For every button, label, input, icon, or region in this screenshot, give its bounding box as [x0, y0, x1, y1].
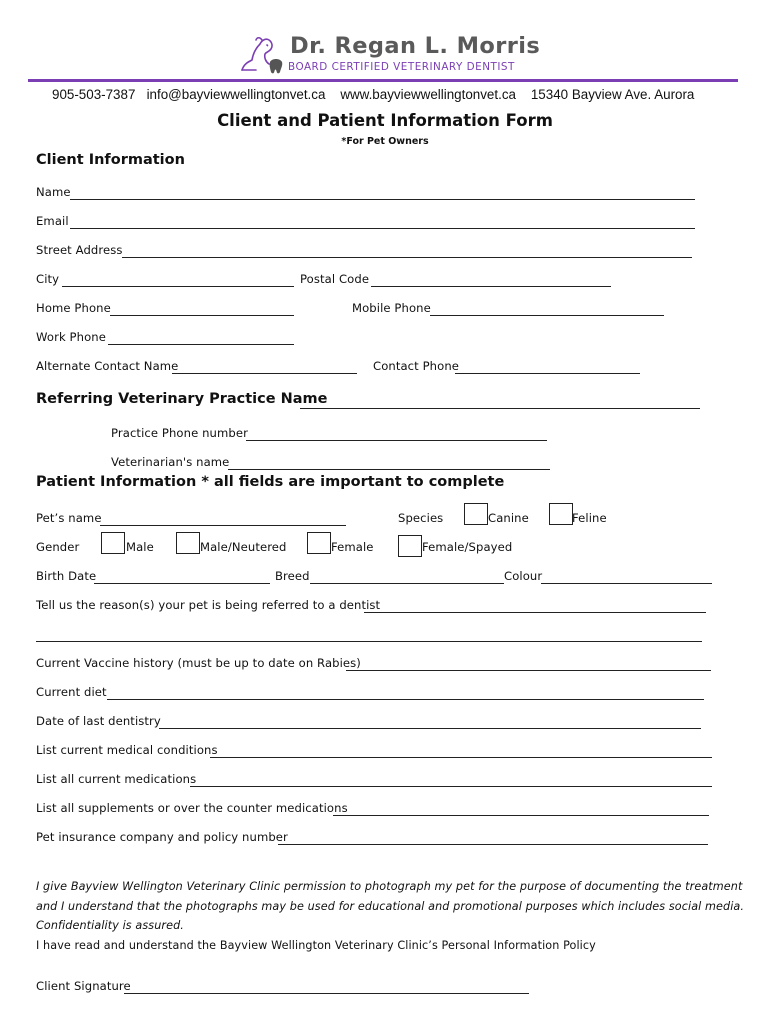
- insurance-label: Pet insurance company and policy number: [36, 830, 288, 844]
- signature-label: Client Signature: [36, 979, 131, 993]
- logo-name: Dr. Regan L. Morris: [290, 33, 541, 59]
- street-field[interactable]: [122, 257, 692, 258]
- medications-field[interactable]: [190, 786, 712, 787]
- last-dentistry-field[interactable]: [159, 728, 701, 729]
- female-spayed-label: Female/Spayed: [422, 540, 513, 554]
- street-label: Street Address: [36, 243, 123, 257]
- logo: [236, 32, 541, 80]
- dog-tooth-logo-icon: [236, 34, 286, 76]
- signature-field[interactable]: [124, 993, 529, 994]
- diet-label: Current diet: [36, 685, 107, 699]
- gender-label: Gender: [36, 540, 80, 554]
- city-field[interactable]: [62, 286, 294, 287]
- alt-contact-field[interactable]: [172, 373, 357, 374]
- contact-phone-label: Contact Phone: [373, 359, 460, 373]
- last-dentistry-label: Date of last dentistry: [36, 714, 161, 728]
- name-field[interactable]: [70, 199, 695, 200]
- conditions-field[interactable]: [210, 757, 712, 758]
- male-neutered-checkbox[interactable]: [176, 532, 200, 554]
- name-label: Name: [36, 185, 71, 199]
- header-divider: [28, 79, 738, 82]
- patient-heading: Patient Information * all fields are important to complete: [36, 474, 505, 490]
- clinic-address: 15340 Bayview Ave. Aurora: [530, 87, 695, 102]
- colour-field[interactable]: [541, 583, 712, 584]
- birth-date-label: Birth Date: [36, 569, 97, 583]
- home-phone-label: Home Phone: [36, 301, 111, 315]
- referring-heading: Referring Veterinary Practice Name: [36, 391, 328, 407]
- conditions-label: List current medical conditions: [36, 743, 218, 757]
- consent-line-2: and I understand that the photographs may be used for educational and promotional purposes which includes social media.: [36, 900, 745, 913]
- form-subtitle: *For Pet Owners: [341, 136, 429, 147]
- consent-line-1: I give Bayview Wellington Veterinary Clinic permission to photograph my pet for the purpose of documenting the treatment: [36, 880, 743, 893]
- vaccine-label: Current Vaccine history (must be up to date on Rabies): [36, 656, 361, 670]
- contact-phone-field[interactable]: [455, 373, 640, 374]
- contact-bar: [52, 87, 694, 102]
- canine-label: Canine: [488, 511, 529, 525]
- female-spayed-checkbox[interactable]: [398, 535, 422, 557]
- birth-date-field[interactable]: [94, 583, 270, 584]
- feline-checkbox[interactable]: [549, 503, 573, 525]
- vet-name-field[interactable]: [228, 469, 550, 470]
- mobile-phone-field[interactable]: [430, 315, 664, 316]
- vaccine-field[interactable]: [346, 670, 711, 671]
- reason-field[interactable]: [364, 612, 706, 613]
- email-label: Email: [36, 214, 69, 228]
- postal-label: Postal Code: [300, 272, 370, 286]
- clinic-website[interactable]: www.bayviewwellingtonvet.ca: [340, 87, 516, 102]
- client-heading: Client Information: [36, 152, 185, 168]
- reason-label: Tell us the reason(s) your pet is being referred to a dentist: [36, 598, 381, 612]
- practice-phone-field[interactable]: [246, 440, 547, 441]
- supplements-label: List all supplements or over the counter medications: [36, 801, 348, 815]
- canine-checkbox[interactable]: [464, 503, 488, 525]
- clinic-phone: 905-503-7387: [52, 87, 136, 102]
- pet-name-field[interactable]: [100, 525, 346, 526]
- pet-name-label: Pet’s name: [36, 511, 102, 525]
- breed-label: Breed: [275, 569, 310, 583]
- supplements-field[interactable]: [333, 815, 709, 816]
- form-title: Client and Patient Information Form: [217, 111, 553, 130]
- female-checkbox[interactable]: [307, 532, 331, 554]
- species-label: Species: [398, 511, 444, 525]
- referring-practice-field[interactable]: [300, 408, 700, 409]
- postal-field[interactable]: [371, 286, 611, 287]
- work-phone-field[interactable]: [108, 344, 294, 345]
- medications-label: List all current medications: [36, 772, 197, 786]
- diet-field[interactable]: [107, 699, 704, 700]
- breed-field[interactable]: [310, 583, 504, 584]
- policy-statement: I have read and understand the Bayview Wellington Veterinary Clinic’s Personal Information Policy: [36, 939, 596, 952]
- clinic-email[interactable]: info@bayviewwellingtonvet.ca: [146, 87, 326, 102]
- male-neutered-label: Male/Neutered: [200, 540, 287, 554]
- city-label: City: [36, 272, 60, 286]
- email-field[interactable]: [70, 228, 695, 229]
- vet-name-label: Veterinarian's name: [111, 455, 230, 469]
- consent-line-3: Confidentiality is assured.: [36, 919, 184, 932]
- feline-label: Feline: [572, 511, 607, 525]
- colour-label: Colour: [504, 569, 543, 583]
- male-label: Male: [126, 540, 154, 554]
- mobile-phone-label: Mobile Phone: [352, 301, 431, 315]
- home-phone-field[interactable]: [110, 315, 294, 316]
- reason-field-line2[interactable]: [36, 641, 702, 642]
- work-phone-label: Work Phone: [36, 330, 106, 344]
- alt-contact-label: Alternate Contact Name: [36, 359, 179, 373]
- female-label: Female: [331, 540, 374, 554]
- practice-phone-label: Practice Phone number: [111, 426, 248, 440]
- insurance-field[interactable]: [278, 844, 708, 845]
- male-checkbox[interactable]: [101, 532, 125, 554]
- logo-subtitle: BOARD CERTIFIED VETERINARY DENTIST: [288, 61, 515, 73]
